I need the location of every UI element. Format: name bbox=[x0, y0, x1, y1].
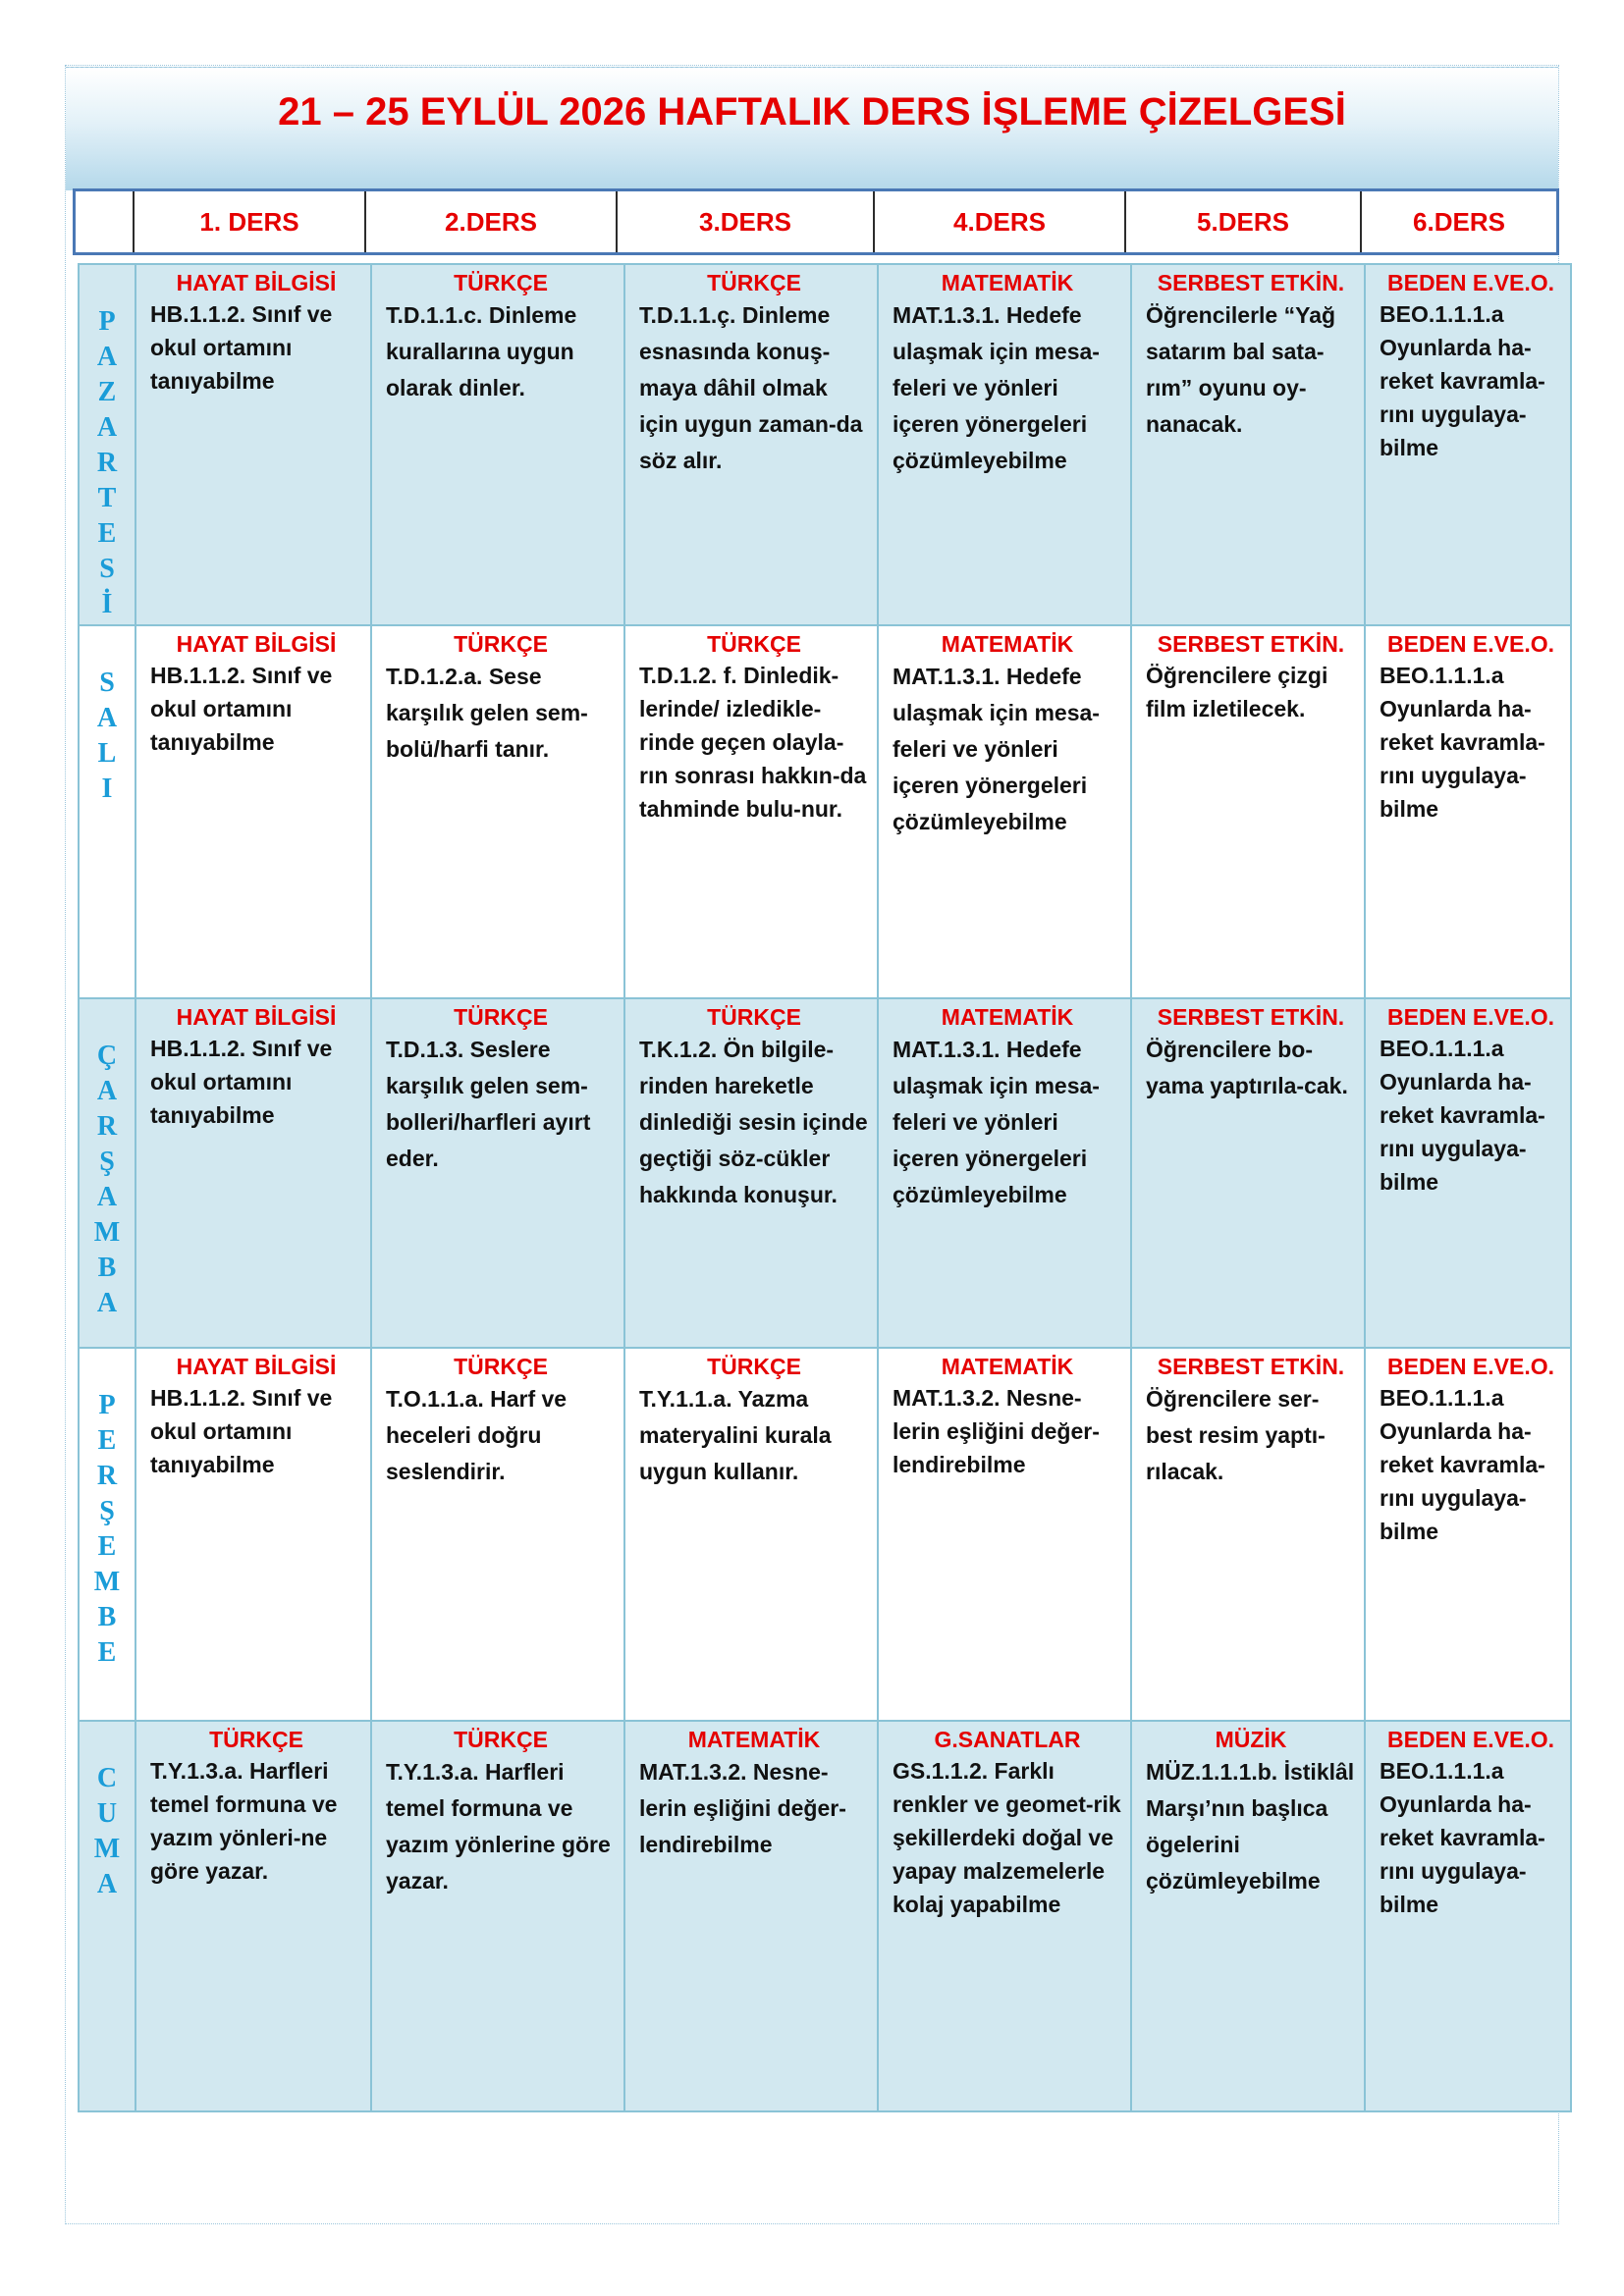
day-letter: M bbox=[93, 1217, 121, 1248]
lesson-cell bbox=[1131, 998, 1365, 1348]
lesson-cell bbox=[878, 1721, 1131, 2111]
page-title: 21 – 25 EYLÜL 2026 HAFTALIK DERS İŞLEME ÇİZELGESİ bbox=[278, 90, 1346, 133]
schedule-table bbox=[78, 263, 1572, 2112]
outcome-text: GS.1.1.2. Farklı renkler ve geomet-rik şekillerdeki doğal ve yapay malzemelerle kolaj yapabilme bbox=[893, 1758, 1121, 1917]
lesson-cell bbox=[624, 1348, 878, 1721]
subject-name: HAYAT BİLGİSİ bbox=[176, 1004, 337, 1030]
day-letter: R bbox=[96, 1111, 118, 1142]
subject-name: HAYAT BİLGİSİ bbox=[176, 270, 337, 295]
outcome-text: BEO.1.1.1.a Oyunlarda ha-reket kavramla-rını uygulaya-bilme bbox=[1380, 663, 1545, 822]
period-header bbox=[73, 188, 1559, 255]
header-period-3: 3.DERS bbox=[618, 191, 875, 252]
subject-name: MATEMATİK bbox=[941, 1354, 1074, 1379]
lesson-cell bbox=[371, 1348, 624, 1721]
subject-name: TÜRKÇE bbox=[454, 270, 548, 295]
lesson-cell bbox=[878, 264, 1131, 625]
day-row-cuma bbox=[79, 1721, 1571, 2111]
day-row-carsamba bbox=[79, 998, 1571, 1348]
outcome-text: HB.1.1.2. Sınıf ve okul ortamını tanıyabilme bbox=[150, 301, 333, 394]
outcome-text: MAT.1.3.2. Nesne-lerin eşliğini değer-lendirebilme bbox=[639, 1759, 846, 1857]
subject-name: TÜRKÇE bbox=[454, 1004, 548, 1030]
outcome-text: HB.1.1.2. Sınıf ve okul ortamını tanıyabilme bbox=[150, 1036, 333, 1128]
lesson-cell bbox=[624, 264, 878, 625]
lesson-cell bbox=[624, 625, 878, 998]
outcome-text: T.D.1.1.c. Dinleme kurallarına uygun olarak dinler. bbox=[386, 302, 577, 400]
outcome-text: T.Y.1.1.a. Yazma materyalini kurala uygun kullanır. bbox=[639, 1386, 832, 1484]
subject-name: G.SANATLAR bbox=[934, 1727, 1081, 1752]
day-label-persembe bbox=[79, 1348, 135, 1721]
outcome-text: Öğrencilere ser-best resim yaptı-rılacak. bbox=[1146, 1386, 1326, 1484]
outcome-text: BEO.1.1.1.a Oyunlarda ha-reket kavramla-rını uygulaya-bilme bbox=[1380, 1385, 1545, 1544]
day-label-pazartesi bbox=[79, 264, 135, 625]
outcome-text: HB.1.1.2. Sınıf ve okul ortamını tanıyabilme bbox=[150, 1385, 333, 1477]
day-letter: A bbox=[96, 1076, 118, 1106]
subject-name: MATEMATİK bbox=[941, 1004, 1074, 1030]
day-letter: E bbox=[97, 1637, 117, 1668]
day-row-persembe bbox=[79, 1348, 1571, 1721]
subject-name: BEDEN E.VE.O. bbox=[1387, 1354, 1554, 1379]
outcome-text: Öğrencilere çizgi film izletilecek. bbox=[1146, 663, 1328, 721]
lesson-cell bbox=[1365, 998, 1571, 1348]
outcome-text: HB.1.1.2. Sınıf ve okul ortamını tanıyabilme bbox=[150, 663, 333, 755]
lesson-cell bbox=[624, 1721, 878, 2111]
outcome-text: Öğrencilerle “Yağ satarım bal sata-rım” oyunu oy-nanacak. bbox=[1146, 302, 1336, 437]
day-letter: A bbox=[96, 412, 118, 443]
day-letter: Ş bbox=[99, 1147, 115, 1177]
lesson-cell bbox=[1131, 264, 1365, 625]
lesson-cell bbox=[371, 998, 624, 1348]
lesson-cell bbox=[878, 998, 1131, 1348]
day-label-carsamba bbox=[79, 998, 135, 1348]
day-letter: Ç bbox=[96, 1041, 118, 1071]
day-letter: U bbox=[96, 1798, 118, 1829]
lesson-cell bbox=[371, 264, 624, 625]
header-period-5: 5.DERS bbox=[1126, 191, 1362, 252]
subject-name: TÜRKÇE bbox=[454, 1354, 548, 1379]
day-letter: A bbox=[96, 342, 118, 372]
lesson-cell bbox=[878, 625, 1131, 998]
subject-name: TÜRKÇE bbox=[707, 270, 801, 295]
day-letter: M bbox=[93, 1834, 121, 1864]
day-row-sali bbox=[79, 625, 1571, 998]
header-period-6: 6.DERS bbox=[1413, 206, 1505, 237]
day-letter: R bbox=[96, 448, 118, 478]
day-label-cuma bbox=[79, 1721, 135, 2111]
subject-name: BEDEN E.VE.O. bbox=[1387, 1727, 1554, 1752]
outcome-text: MAT.1.3.1. Hedefe ulaşmak için mesa-feleri ve yönleri içeren yönergeleri çözümleyebilme bbox=[893, 302, 1100, 473]
day-letter: T bbox=[97, 483, 117, 513]
day-letter: P bbox=[98, 1390, 116, 1420]
subject-name: TÜRKÇE bbox=[707, 1004, 801, 1030]
day-letter: E bbox=[97, 1531, 117, 1562]
outcome-text: BEO.1.1.1.a Oyunlarda ha-reket kavramla-rını uygulaya-bilme bbox=[1380, 1036, 1545, 1195]
lesson-cell bbox=[1365, 1348, 1571, 1721]
day-letter: B bbox=[97, 1602, 117, 1632]
subject-name: SERBEST ETKİN. bbox=[1157, 1354, 1345, 1379]
lesson-cell bbox=[1131, 1721, 1365, 2111]
lesson-cell bbox=[135, 264, 371, 625]
subject-name: TÜRKÇE bbox=[454, 631, 548, 657]
outcome-text: MAT.1.3.1. Hedefe ulaşmak için mesa-feleri ve yönleri içeren yönergeleri çözümleyebilme bbox=[893, 664, 1100, 834]
subject-name: TÜRKÇE bbox=[454, 1727, 548, 1752]
header-corner bbox=[76, 191, 135, 252]
day-letter: P bbox=[98, 306, 116, 337]
outcome-text: T.D.1.2.a. Sese karşılık gelen sem-bolü/harfi tanır. bbox=[386, 664, 588, 762]
outcome-text: T.Y.1.3.a. Harfleri temel formuna ve yazım yönlerine göre yazar. bbox=[386, 1759, 611, 1894]
outcome-text: BEO.1.1.1.a Oyunlarda ha-reket kavramla-rını uygulaya-bilme bbox=[1380, 1758, 1545, 1917]
day-letter: L bbox=[97, 738, 117, 769]
day-letter: E bbox=[97, 1425, 117, 1456]
subject-name: MÜZİK bbox=[1215, 1727, 1287, 1752]
outcome-text: T.D.1.1.ç. Dinleme esnasında konuş-maya dâhil olmak için uygun zaman-da söz alır. bbox=[639, 302, 863, 473]
subject-name: MATEMATİK bbox=[687, 1727, 821, 1752]
header-period-2: 2.DERS bbox=[366, 191, 618, 252]
day-letter: A bbox=[96, 1288, 118, 1318]
lesson-cell bbox=[371, 625, 624, 998]
lesson-cell bbox=[135, 1721, 371, 2111]
outcome-text: T.D.1.2. f. Dinledik-lerinde/ izledikle-rinde geçen olayla-rın sonrası hakkın-da tahminde bulu-nur. bbox=[639, 663, 867, 822]
outcome-text: T.Y.1.3.a. Harfleri temel formuna ve yazım yönleri-ne göre yazar. bbox=[150, 1758, 338, 1884]
subject-name: HAYAT BİLGİSİ bbox=[176, 631, 337, 657]
subject-name: BEDEN E.VE.O. bbox=[1387, 631, 1554, 657]
outcome-text: MAT.1.3.2. Nesne-lerin eşliğini değer-lendirebilme bbox=[893, 1385, 1100, 1477]
lesson-cell bbox=[1131, 625, 1365, 998]
subject-name: MATEMATİK bbox=[941, 270, 1074, 295]
day-label-sali bbox=[79, 625, 135, 998]
lesson-cell bbox=[1365, 264, 1571, 625]
outcome-text: Öğrencilere bo-yama yaptırıla-cak. bbox=[1146, 1037, 1348, 1098]
outcome-text: T.O.1.1.a. Harf ve heceleri doğru seslendirir. bbox=[386, 1386, 568, 1484]
subject-name: SERBEST ETKİN. bbox=[1157, 1004, 1345, 1030]
lesson-cell bbox=[371, 1721, 624, 2111]
subject-name: SERBEST ETKİN. bbox=[1157, 270, 1345, 295]
day-letter: S bbox=[99, 554, 115, 584]
subject-name: TÜRKÇE bbox=[707, 631, 801, 657]
lesson-cell bbox=[878, 1348, 1131, 1721]
day-letter: I bbox=[101, 774, 113, 804]
day-letter: Ş bbox=[99, 1496, 115, 1526]
day-letter: B bbox=[97, 1253, 117, 1283]
lesson-cell bbox=[1131, 1348, 1365, 1721]
outcome-text: MAT.1.3.1. Hedefe ulaşmak için mesa-feleri ve yönleri içeren yönergeleri çözümleyebilme bbox=[893, 1037, 1100, 1207]
day-letter: Z bbox=[97, 377, 117, 407]
lesson-cell bbox=[135, 1348, 371, 1721]
lesson-cell bbox=[624, 998, 878, 1348]
day-letter: A bbox=[96, 703, 118, 733]
outcome-text: MÜZ.1.1.1.b. İstiklâl Marşı’nın başlıca ögelerini çözümleyebilme bbox=[1146, 1759, 1355, 1894]
subject-name: HAYAT BİLGİSİ bbox=[176, 1354, 337, 1379]
subject-name: BEDEN E.VE.O. bbox=[1387, 270, 1554, 295]
subject-name: MATEMATİK bbox=[941, 631, 1074, 657]
header-period-1: 1. DERS bbox=[135, 191, 366, 252]
day-letter: S bbox=[99, 667, 115, 698]
subject-name: TÜRKÇE bbox=[707, 1354, 801, 1379]
lesson-cell bbox=[1365, 625, 1571, 998]
outcome-text: T.D.1.3. Seslere karşılık gelen sem-bolleri/harfleri ayırt eder. bbox=[386, 1037, 591, 1171]
day-letter: E bbox=[97, 518, 117, 549]
outcome-text: BEO.1.1.1.a Oyunlarda ha-reket kavramla-rını uygulaya-bilme bbox=[1380, 301, 1545, 460]
subject-name: BEDEN E.VE.O. bbox=[1387, 1004, 1554, 1030]
day-letter: İ bbox=[101, 589, 113, 619]
day-letter: A bbox=[96, 1182, 118, 1212]
day-letter: C bbox=[96, 1763, 118, 1793]
day-letter: A bbox=[96, 1869, 118, 1899]
header-period-4: 4.DERS bbox=[875, 191, 1126, 252]
day-letter: M bbox=[93, 1567, 121, 1597]
lesson-cell bbox=[135, 998, 371, 1348]
lesson-cell bbox=[135, 625, 371, 998]
day-row-pazartesi bbox=[79, 264, 1571, 625]
lesson-cell bbox=[1365, 1721, 1571, 2111]
day-letter: R bbox=[96, 1461, 118, 1491]
outcome-text: T.K.1.2. Ön bilgile-rinden hareketle dinlediği sesin içinde geçtiği söz-cükler hakkında konuşur. bbox=[639, 1037, 868, 1207]
subject-name: TÜRKÇE bbox=[209, 1727, 303, 1752]
subject-name: SERBEST ETKİN. bbox=[1157, 631, 1345, 657]
